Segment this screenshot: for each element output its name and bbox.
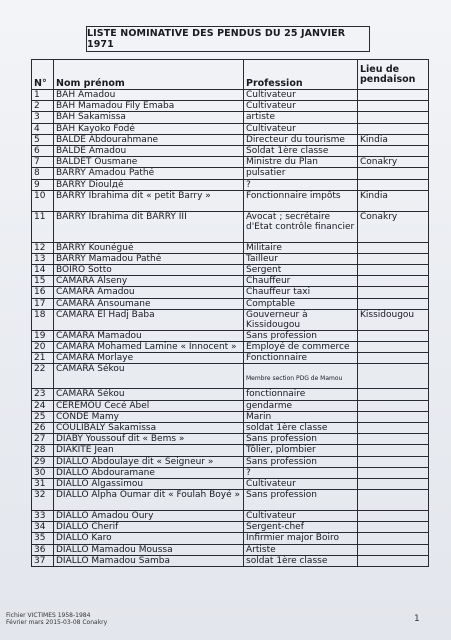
row-number: 37	[32, 555, 54, 566]
table-row	[32, 90, 429, 101]
row-place	[358, 456, 429, 467]
table-row	[32, 364, 429, 389]
row-name: BALDE Amadou	[54, 145, 244, 156]
page-number: 1	[414, 614, 420, 624]
footer-note	[6, 612, 107, 626]
row-name: BAH Sakamissa	[54, 112, 244, 123]
row-number: 20	[32, 342, 54, 353]
table-row	[32, 533, 429, 544]
header-number: N°	[32, 60, 54, 90]
row-place: Conakry	[358, 211, 429, 242]
row-place	[358, 123, 429, 134]
row-profession: Soldat 1ère classe	[244, 145, 358, 156]
row-profession: Chauffeur	[244, 276, 358, 287]
row-number: 35	[32, 533, 54, 544]
row-number: 5	[32, 134, 54, 145]
row-profession: Avocat ; secrétaire d'Etat contrôle financier	[244, 211, 358, 242]
row-name: DIALLO Amadou Oury	[54, 511, 244, 522]
row-place	[358, 342, 429, 353]
row-name: DIABY Youssouf dit « Bems »	[54, 434, 244, 445]
row-name: DIAKITE Jean	[54, 445, 244, 456]
table-row	[32, 276, 429, 287]
row-number: 17	[32, 298, 54, 309]
row-number: 25	[32, 411, 54, 422]
row-profession: soldat 1ère classe	[244, 555, 358, 566]
table-row	[32, 330, 429, 341]
row-name: CAMARA Sékou	[54, 364, 244, 389]
table-row	[32, 101, 429, 112]
table-row	[32, 287, 429, 298]
table-row	[32, 422, 429, 433]
row-number: 9	[32, 179, 54, 190]
footer-line-2: Février mars 2015-03-08 Conakry	[6, 619, 108, 626]
row-name: BARRY Mamadou Pathé	[54, 253, 244, 264]
row-name: DIALLO Mamadou Samba	[54, 555, 244, 566]
row-profession: Cultivateur	[244, 123, 358, 134]
row-profession: Cultivateur	[244, 101, 358, 112]
table-row	[32, 265, 429, 276]
row-place	[358, 445, 429, 456]
row-name: DIALLO Algassimou	[54, 478, 244, 489]
row-name: CAMARA Morlaye	[54, 353, 244, 364]
row-number: 27	[32, 434, 54, 445]
row-place	[358, 400, 429, 411]
table-row	[32, 353, 429, 364]
row-name: CAMARA Mohamed Lamine « Innocent »	[54, 342, 244, 353]
row-place	[358, 168, 429, 179]
row-profession-text: Membre section PDG de Mamou	[246, 375, 343, 383]
row-place	[358, 330, 429, 341]
row-place	[358, 242, 429, 253]
row-number: 19	[32, 330, 54, 341]
row-profession: Sergent-chef	[244, 522, 358, 533]
row-name: COULIBALY Sakamissa	[54, 422, 244, 433]
row-profession: Gouverneur à Kissidougou	[244, 309, 358, 330]
row-number: 23	[32, 389, 54, 400]
row-profession: Cultivateur	[244, 90, 358, 101]
row-profession: Chauffeur taxi	[244, 287, 358, 298]
row-place	[358, 522, 429, 533]
table-row	[32, 467, 429, 478]
row-name: DIALLO Mamadou Moussa	[54, 544, 244, 555]
row-name: BARRY Dioulдé	[54, 179, 244, 190]
row-place	[358, 145, 429, 156]
row-place	[358, 511, 429, 522]
table-header-row	[32, 60, 429, 90]
row-number: 36	[32, 544, 54, 555]
row-name: CONDE Mamy	[54, 411, 244, 422]
row-profession: Militaire	[244, 242, 358, 253]
table-row	[32, 112, 429, 123]
table-row	[32, 309, 429, 330]
row-profession: ?	[244, 179, 358, 190]
row-profession: Sans profession	[244, 456, 358, 467]
row-place	[358, 411, 429, 422]
row-number: 4	[32, 123, 54, 134]
row-profession: pulsatier	[244, 168, 358, 179]
table-row	[32, 434, 429, 445]
row-place	[358, 478, 429, 489]
row-name: DIALLO Cherif	[54, 522, 244, 533]
row-profession: Directeur du tourisme	[244, 134, 358, 145]
row-place	[358, 287, 429, 298]
row-place	[358, 112, 429, 123]
row-name: BOIRO Sotto	[54, 265, 244, 276]
row-name: CAMARA Ansoumane	[54, 298, 244, 309]
row-name: CAMARA El Hadj Baba	[54, 309, 244, 330]
table-row	[32, 342, 429, 353]
row-place: Kindia	[358, 134, 429, 145]
row-name: DIALLO Karo	[54, 533, 244, 544]
row-profession: fonctionnaire	[244, 389, 358, 400]
row-name: BAH Mamadou Fily Emaba	[54, 101, 244, 112]
row-number: 14	[32, 265, 54, 276]
row-place	[358, 101, 429, 112]
row-number: 34	[32, 522, 54, 533]
row-name: CAMARA Mamadou	[54, 330, 244, 341]
row-profession: Sans profession	[244, 330, 358, 341]
row-profession: Tailleur	[244, 253, 358, 264]
row-number: 31	[32, 478, 54, 489]
row-profession: gendarme	[244, 400, 358, 411]
table-row	[32, 157, 429, 168]
table-row	[32, 522, 429, 533]
row-place	[358, 353, 429, 364]
row-number: 26	[32, 422, 54, 433]
table-row	[32, 544, 429, 555]
table-row	[32, 145, 429, 156]
table-row	[32, 400, 429, 411]
table-row	[32, 411, 429, 422]
row-name: BALDE Abdourahmane	[54, 134, 244, 145]
row-place	[358, 298, 429, 309]
row-number: 16	[32, 287, 54, 298]
table-row	[32, 190, 429, 211]
row-name: BARRY Ibrahima dit « petit Barry »	[54, 190, 244, 211]
row-place: Kindia	[358, 190, 429, 211]
row-name: BARRY Ibrahima dit BARRY III	[54, 211, 244, 242]
row-name: DIALLO Alpha Oumar dit « Foulah Boyé »	[54, 490, 244, 511]
row-profession: Ministre du Plan	[244, 157, 358, 168]
table-row	[32, 179, 429, 190]
row-number: 6	[32, 145, 54, 156]
table-row	[32, 555, 429, 566]
row-profession: Employé de commerce	[244, 342, 358, 353]
table-row	[32, 134, 429, 145]
row-number: 22	[32, 364, 54, 389]
row-number: 13	[32, 253, 54, 264]
document-title: LISTE NOMINATIVE DES PENDUS DU 25 JANVIER 1971	[86, 26, 370, 52]
row-name: BARRY Amadou Pathé	[54, 168, 244, 179]
table-row	[32, 490, 429, 511]
row-name: BARRY Kounégué	[54, 242, 244, 253]
row-profession: Sergent	[244, 265, 358, 276]
row-name: CAMARA Sékou	[54, 389, 244, 400]
row-place	[358, 364, 429, 389]
row-place	[358, 422, 429, 433]
row-name: BALDET Ousmane	[54, 157, 244, 168]
row-place: Conakry	[358, 157, 429, 168]
row-profession: Fonctionnaire impôts	[244, 190, 358, 211]
row-profession: Sans profession	[244, 490, 358, 511]
row-place	[358, 389, 429, 400]
row-name: DIALLO Abdouramane	[54, 467, 244, 478]
row-place	[358, 179, 429, 190]
table-row	[32, 511, 429, 522]
row-place	[358, 544, 429, 555]
row-name: BAH Amadou	[54, 90, 244, 101]
row-number: 24	[32, 400, 54, 411]
row-profession: Sans profession	[244, 434, 358, 445]
row-profession: Artiste	[244, 544, 358, 555]
row-place: Kissidougou	[358, 309, 429, 330]
victims-table	[31, 59, 429, 567]
row-place	[358, 253, 429, 264]
row-name: DIALLO Abdoulaye dit « Seigneur »	[54, 456, 244, 467]
row-name: CAMARA Alseny	[54, 276, 244, 287]
row-number: 28	[32, 445, 54, 456]
row-name: CEREMOU Cecé Abel	[54, 400, 244, 411]
row-profession: Tôlier, plombier	[244, 445, 358, 456]
row-place	[358, 265, 429, 276]
row-number: 1	[32, 90, 54, 101]
row-profession: Comptable	[244, 298, 358, 309]
table-row	[32, 123, 429, 134]
row-place	[358, 276, 429, 287]
table-row	[32, 445, 429, 456]
table-row	[32, 478, 429, 489]
row-name: BAH Kayoko Fodé	[54, 123, 244, 134]
row-number: 30	[32, 467, 54, 478]
row-number: 18	[32, 309, 54, 330]
row-number: 10	[32, 190, 54, 211]
row-profession: ?	[244, 467, 358, 478]
row-number: 2	[32, 101, 54, 112]
row-profession	[244, 364, 358, 389]
table-row	[32, 298, 429, 309]
row-number: 29	[32, 456, 54, 467]
table-body	[32, 90, 429, 567]
row-place	[358, 490, 429, 511]
row-number: 7	[32, 157, 54, 168]
row-profession: Marin	[244, 411, 358, 422]
table-row	[32, 211, 429, 242]
row-profession: Fonctionnaire	[244, 353, 358, 364]
row-number: 33	[32, 511, 54, 522]
row-place	[358, 533, 429, 544]
row-number: 11	[32, 211, 54, 242]
row-number: 21	[32, 353, 54, 364]
table-row	[32, 242, 429, 253]
table-row	[32, 456, 429, 467]
row-place	[358, 90, 429, 101]
row-profession: artiste	[244, 112, 358, 123]
row-number: 32	[32, 490, 54, 511]
footer-line-1: Fichier VICTIMES 1958-1984	[6, 612, 91, 619]
header-place: Lieu de pendaison	[358, 60, 429, 90]
row-number: 3	[32, 112, 54, 123]
row-number: 15	[32, 276, 54, 287]
header-profession: Profession	[244, 60, 358, 90]
row-name: CAMARA Amadou	[54, 287, 244, 298]
table-row	[32, 168, 429, 179]
row-place	[358, 434, 429, 445]
row-number: 8	[32, 168, 54, 179]
row-profession: Cultivateur	[244, 478, 358, 489]
table-row	[32, 389, 429, 400]
row-profession: soldat 1ère classe	[244, 422, 358, 433]
row-profession: Cultivateur	[244, 511, 358, 522]
header-name: Nom prénom	[54, 60, 244, 90]
table-row	[32, 253, 429, 264]
row-place	[358, 467, 429, 478]
row-place	[358, 555, 429, 566]
row-profession: Infirmier major Boiro	[244, 533, 358, 544]
row-number: 12	[32, 242, 54, 253]
